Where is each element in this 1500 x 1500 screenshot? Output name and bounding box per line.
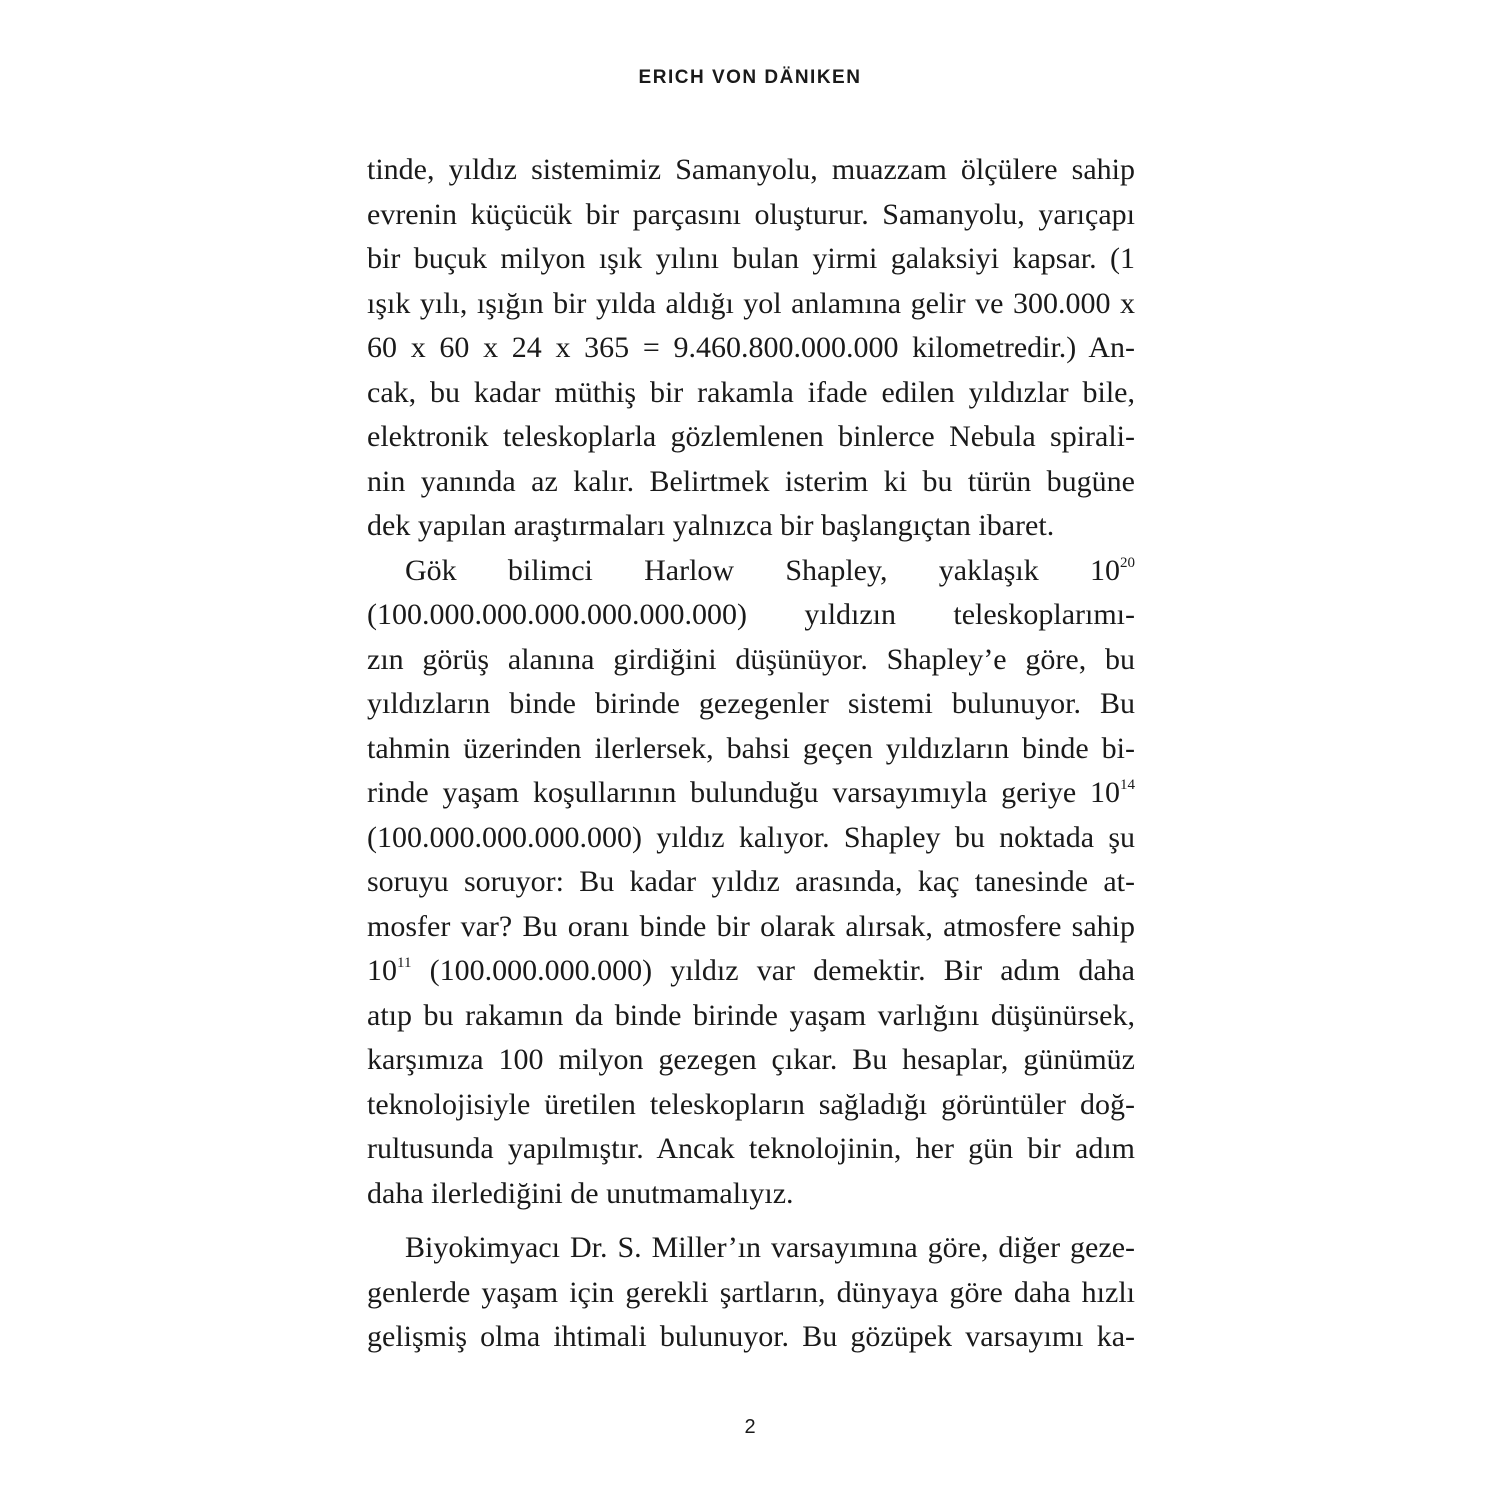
line-text: Gök bilimci Harlow Shapley, yaklaşık 10 [405,553,1120,587]
text-line: daha ilerlediğini de unutmamalıyız. [367,1176,794,1210]
text-line: tinde, yıldız sistemimiz Samanyolu, muazzam ölçülere sahip [367,153,1135,186]
text-line: cak, bu kadar müthiş bir rakamla ifade edilen yıldızlar bile, [367,375,1135,409]
text-line: dek yapılan araştırmaları yalnızca bir başlangıçtan ibaret. [367,509,1055,542]
text-line: elektronik teleskoplarla gözlemlenen binlerce Nebula spirali- [367,420,1135,453]
text-line: ışık yılı, ışığın bir yılda aldığı yol anlamına gelir ve 300.000 x [367,286,1135,320]
text-line: (100.000.000.000.000.000.000) yıldızın teleskoplarımı- [367,598,1135,631]
body-text [367,148,1135,1360]
paragraph-2 [367,549,1135,1217]
text-line [367,549,1135,594]
text-line: Biyokimyacı Dr. S. Miller’ın varsayımına göre, diğer geze- [405,1231,1135,1264]
text-line: bir buçuk milyon ışık yılını bulan yirmi galaksiyi kapsar. (1 [367,242,1135,275]
text-line: 60 x 60 x 24 x 365 = 9.460.800.000.000 kilometredir.) An- [367,331,1135,364]
line-text: rinde yaşam koşullarının bulunduğu varsayımıyla geriye 10 [367,776,1120,809]
text-line: gelişmiş olma ihtimali bulunuyor. Bu gözüpek varsayımı ka- [367,1320,1135,1353]
text-line: nin yanında az kalır. Belirtmek isterim ki bu türün bugüne [367,464,1135,498]
text-line: rultusunda yapılmıştır. Ancak teknolojinin, her gün bir adım [367,1132,1135,1165]
exponent: 20 [1120,554,1135,571]
text-line: zın görüş alanına girdiğini düşünüyor. Shapley’e göre, bu [367,642,1135,676]
text-line: genlerde yaşam için gerekli şartların, dünyaya göre daha hızlı [367,1275,1135,1309]
text-line: (100.000.000.000.000) yıldız kalıyor. Shapley bu noktada şu [367,820,1135,854]
line-text: (100.000.000.000) yıldız var demektir. Bir adım daha [411,954,1135,987]
text-line: teknolojisiyle üretilen teleskopların sağladığı görüntüler doğ- [367,1087,1135,1121]
text-line [367,949,1135,994]
text-line: atıp bu rakamın da binde birinde yaşam varlığını düşünürsek, [367,998,1135,1032]
paragraph-gap [367,1216,1135,1226]
paragraph-3 [367,1226,1135,1360]
running-header: ERICH VON DÄNIKEN [638,67,862,88]
paragraph-1 [367,148,1135,549]
page-number: 2 [744,1416,756,1438]
text-line: mosfer var? Bu oranı binde bir olarak alırsak, atmosfere sahip [367,909,1135,943]
line-text: 10 [367,954,397,987]
text-line: evrenin küçücük bir parçasını oluşturur. Samanyolu, yarıçapı [367,197,1135,231]
exponent: 11 [397,955,412,971]
text-line: tahmin üzerinden ilerlersek, bahsi geçen yıldızların binde bi- [367,731,1135,765]
text-line: karşımıza 100 milyon gezegen çıkar. Bu hesaplar, günümüz [367,1043,1135,1076]
exponent: 14 [1120,777,1135,793]
text-line: soruyu soruyor: Bu kadar yıldız arasında, kaç tanesinde at- [367,865,1135,898]
text-line [367,771,1135,816]
text-line: yıldızların binde birinde gezegenler sistemi bulunuyor. Bu [367,687,1135,720]
